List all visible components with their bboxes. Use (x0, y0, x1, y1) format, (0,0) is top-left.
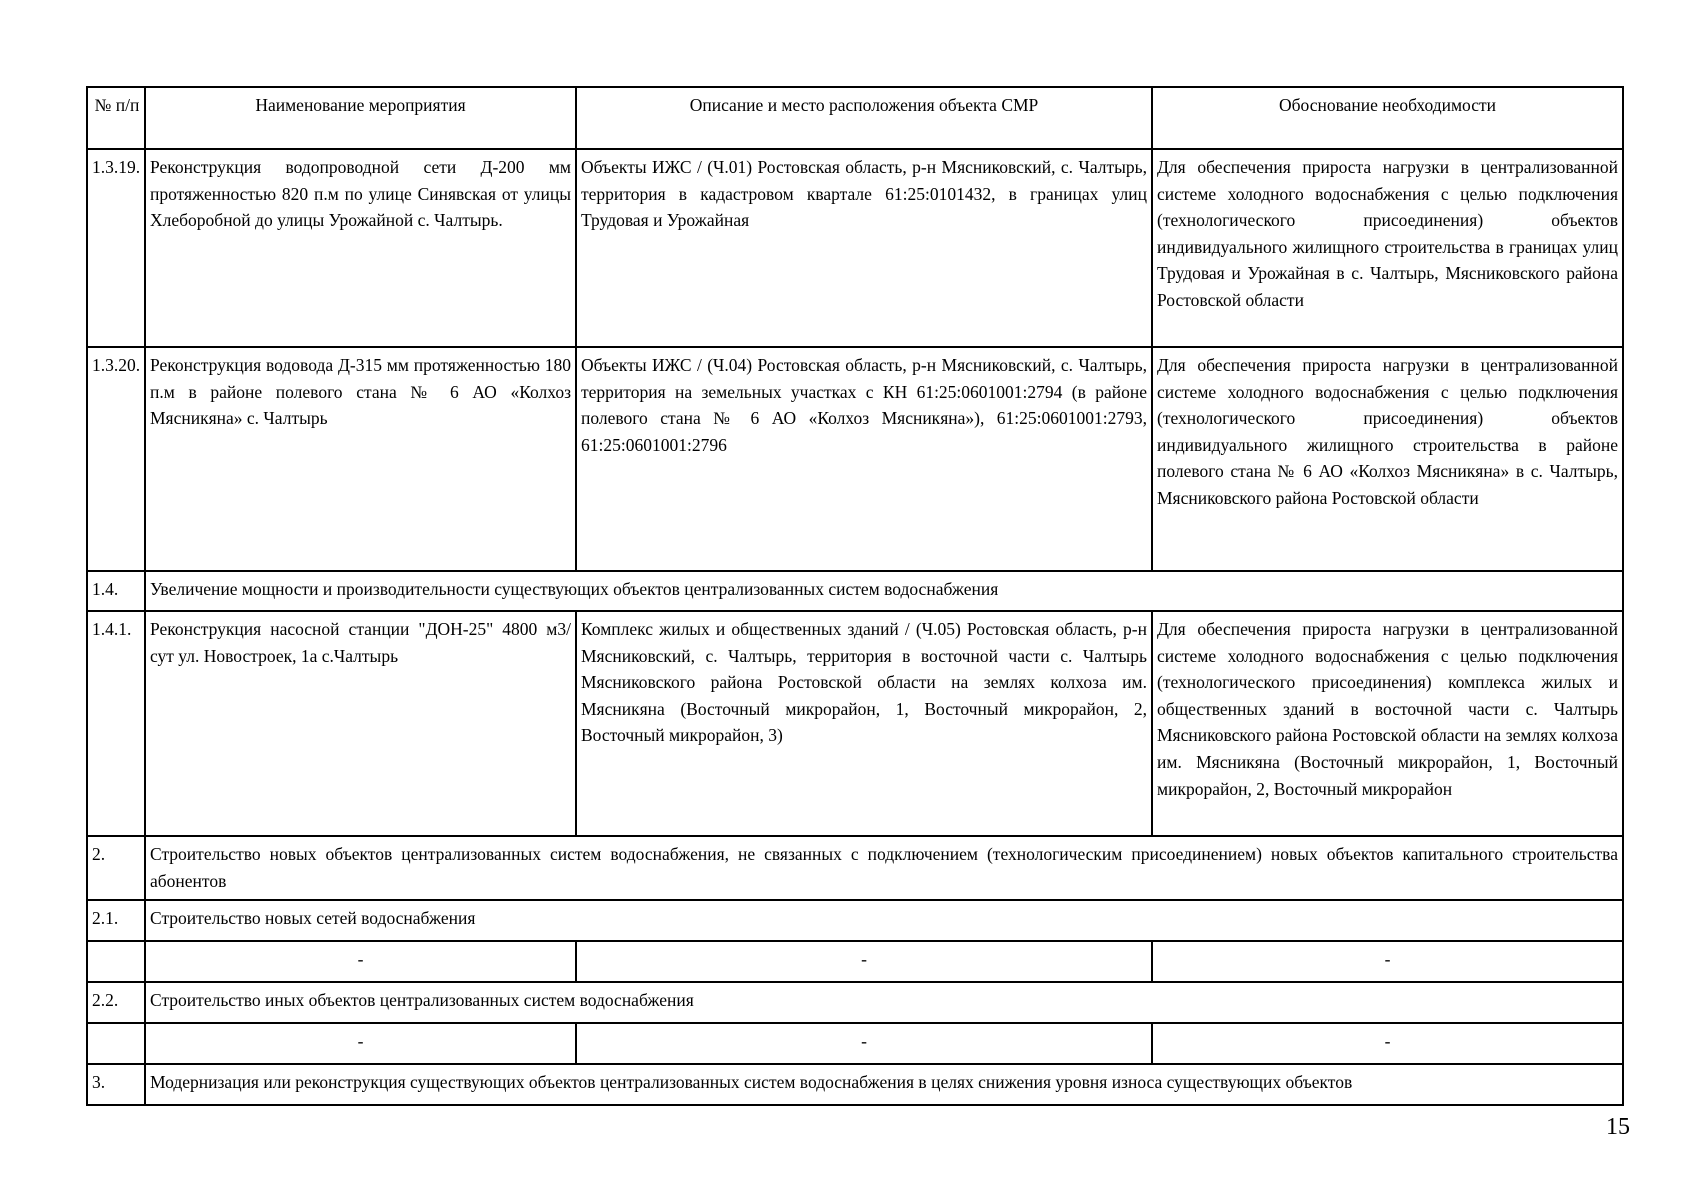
table-row-empty (87, 1023, 1623, 1064)
section-row (87, 1064, 1623, 1105)
row-reason: - (1152, 1023, 1623, 1064)
section-row (87, 836, 1623, 900)
header-desc: Описание и место расположения объекта СМР (576, 87, 1152, 149)
row-desc: Объекты ИЖС / (Ч.04) Ростовская область, р-н Мясниковский, с. Чалтырь, территория на земельных участках с КН 61:25:0601001:2794 (в районе полевого стана № 6 АО «Колхоз Мясникяна»), 61:25:0601001:2793, 61:25:0601001:2796 (576, 347, 1152, 571)
row-num (87, 941, 145, 982)
section-num: 1.4. (87, 571, 145, 611)
section-num: 2.2. (87, 982, 145, 1023)
row-desc: - (576, 1023, 1152, 1064)
table-row (87, 347, 1623, 571)
row-name: - (145, 941, 576, 982)
section-row (87, 571, 1623, 611)
row-reason: Для обеспечения прироста нагрузки в централизованной системе холодного водоснабжения с целью подключения (технологического присоединения) объектов индивидуального жилищного строительства в границах улиц Трудовая и Урожайная в с. Чалтырь, Мясниковского района Ростовской области (1152, 149, 1623, 347)
section-num: 3. (87, 1064, 145, 1105)
page-number: 15 (1606, 1114, 1630, 1140)
row-desc: - (576, 941, 1152, 982)
row-num: 1.3.20. (87, 347, 145, 571)
row-reason: Для обеспечения прироста нагрузки в централизованной системе холодного водоснабжения с целью подключения (технологического присоединения) комплекса жилых и общественных зданий в восточной части с. Чалтырь Мясниковского района Ростовской области на землях колхоза им. Мясникяна (Восточный микрорайон, 1, Восточный микрорайон, 2, Восточный микрорайон (1152, 611, 1623, 836)
row-desc: Комплекс жилых и общественных зданий / (Ч.05) Ростовская область, р-н Мясниковский, с. Чалтырь, территория в восточной части с. Чалтырь Мясниковского района Ростовской области на землях колхоза им. Мясникяна (Восточный микрорайон, 1, Восточный микрорайон, 2, Восточный микрорайон, 3) (576, 611, 1152, 836)
section-title: Строительство новых объектов централизованных систем водоснабжения, не связанных с подключением (технологическим присоединением) новых объектов капитального строительства абонентов (145, 836, 1623, 900)
row-reason: Для обеспечения прироста нагрузки в централизованной системе холодного водоснабжения с целью подключения (технологического присоединения) объектов индивидуального жилищного строительства в районе полевого стана № 6 АО «Колхоз Мясникяна» в с. Чалтырь, Мясниковского района Ростовской области (1152, 347, 1623, 571)
table-row (87, 611, 1623, 836)
row-num: 1.3.19. (87, 149, 145, 347)
table-header-row (87, 87, 1623, 149)
section-row (87, 900, 1623, 941)
section-row (87, 982, 1623, 1023)
row-desc: Объекты ИЖС / (Ч.01) Ростовская область, р-н Мясниковский, с. Чалтырь, территория в кадастровом квартале 61:25:0101432, в границах улиц Трудовая и Урожайная (576, 149, 1152, 347)
row-num (87, 1023, 145, 1064)
table-row (87, 149, 1623, 347)
section-title: Увеличение мощности и производительности существующих объектов централизованных систем водоснабжения (145, 571, 1623, 611)
table-row-empty (87, 941, 1623, 982)
measures-table (86, 86, 1624, 1106)
header-num: № п/п (87, 87, 145, 149)
row-name: - (145, 1023, 576, 1064)
section-num: 2. (87, 836, 145, 900)
section-title: Строительство новых сетей водоснабжения (145, 900, 1623, 941)
header-name: Наименование мероприятия (145, 87, 576, 149)
row-reason: - (1152, 941, 1623, 982)
header-reason: Обоснование необходимости (1152, 87, 1623, 149)
section-title: Строительство иных объектов централизованных систем водоснабжения (145, 982, 1623, 1023)
section-num: 2.1. (87, 900, 145, 941)
row-name: Реконструкция водопроводной сети Д-200 мм протяженностью 820 п.м по улице Синявская от улицы Хлеборобной до улицы Урожайной с. Чалтырь. (145, 149, 576, 347)
row-num: 1.4.1. (87, 611, 145, 836)
row-name: Реконструкция насосной станции "ДОН-25" 4800 м3/сут ул. Новостроек, 1а с.Чалтырь (145, 611, 576, 836)
row-name: Реконструкция водовода Д-315 мм протяженностью 180 п.м в районе полевого стана № 6 АО «Колхоз Мясникяна» с. Чалтырь (145, 347, 576, 571)
section-title: Модернизация или реконструкция существующих объектов централизованных систем водоснабжения в целях снижения уровня износа существующих объектов (145, 1064, 1623, 1105)
